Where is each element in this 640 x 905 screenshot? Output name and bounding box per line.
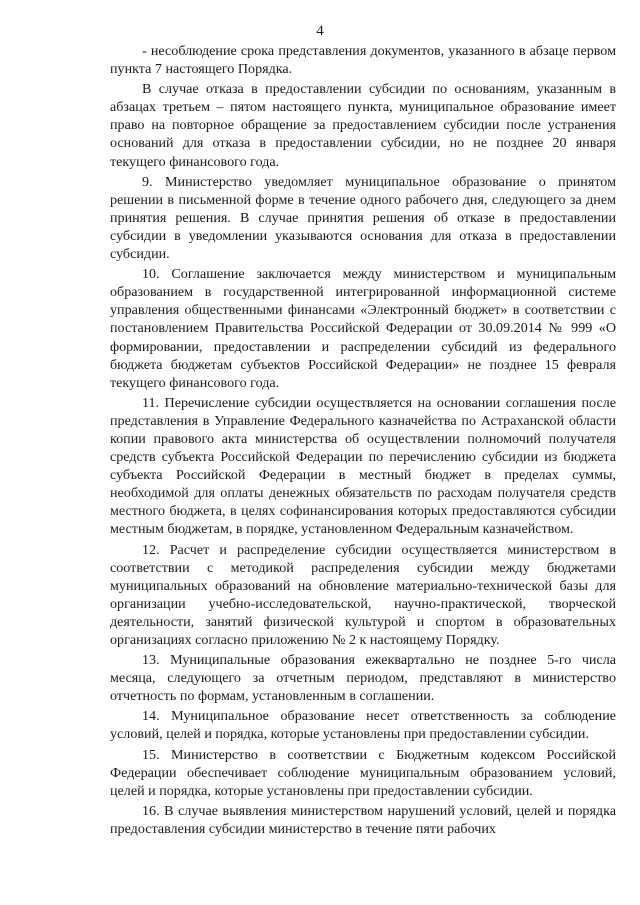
paragraph-item-10: 10. Соглашение заключается между министерством и муниципальным образованием в государственной интегрированной информационной системе управления общественными финансами «Электронный бюджет» в соответствии с постановлением Правительства Российской Федерации от 30.09.2014 № 999 «О формировании, предоставлении и распределении субсидий из федерального бюджета бюджетам субъектов Российской Федерации» не позднее 15 февраля текущего финансового года. (110, 266, 616, 391)
paragraph-refusal-reapplication: В случае отказа в предоставлении субсидии по основаниям, указанным в абзацах третьем – пятом настоящего пункта, муниципальное образование имеет право на повторное обращение за предоставлением субсидии после устранения оснований для отказа в предоставлении субсидии, но не позднее 20 января текущего финансового года. (110, 81, 616, 170)
document-body (110, 42, 616, 840)
paragraph-item-13: 13. Муниципальные образования ежеквартально не позднее 5-го числа месяца, следующего за отчетным периодом, представляют в министерство отчетность по формам, установленным в соглашении. (110, 652, 616, 705)
paragraph-item-12: 12. Расчет и распределение субсидии осуществляется министерством в соответствии с методикой распределения субсидии между бюджетами муниципальных образований на обновление материально-технической базы для организации учебно-исследовательской, научно-практической, творческой деятельности, занятий физической культурой и спортом в образовательных организациях согласно приложению № 2 к настоящему Порядку. (110, 541, 616, 648)
paragraph-item-14: 14. Муниципальное образование несет ответственность за соблюдение условий, целей и порядка, которые установлены при предоставлении субсидии. (110, 708, 616, 743)
paragraph-item-15: 15. Министерство в соответствии с Бюджетным кодексом Российской Федерации обеспечивает соблюдение муниципальным образованием условий, целей и порядка, которые установлены при предоставлении субсидии. (110, 746, 616, 799)
paragraph-item-16: 16. В случае выявления министерством нарушений условий, целей и порядка предоставления субсидии министерство в течение пяти рабочих (110, 802, 616, 837)
paragraph-refusal-deadline-clause: - несоблюдение срока представления документов, указанного в абзаце первом пункта 7 настоящего Порядка. (110, 43, 616, 78)
paragraph-item-11: 11. Перечисление субсидии осуществляется на основании соглашения после представления в Управление Федерального казначейства по Астраханской области копии правового акта министерства об осуществлении полномочий получателя средств субъекта Российской Федерации по перечислению субсидии из бюджета субъекта Российской Федерации в местный бюджет в пределах суммы, необходимой для оплаты денежных обязательств по расходам получателя средств местного бюджета, в целях софинансирования которых предоставляются субсидии местным бюджетам, в порядке, установленном Федеральным казначейством. (110, 394, 616, 538)
page-number: 4 (316, 23, 324, 39)
paragraph-item-9: 9. Министерство уведомляет муниципальное образование о принятом решении в письменной форме в течение одного рабочего дня, следующего за днем принятия решения. В случае принятия решения об отказе в предоставлении субсидии в уведомлении указываются основания для отказа в предоставлении субсидии. (110, 173, 616, 263)
